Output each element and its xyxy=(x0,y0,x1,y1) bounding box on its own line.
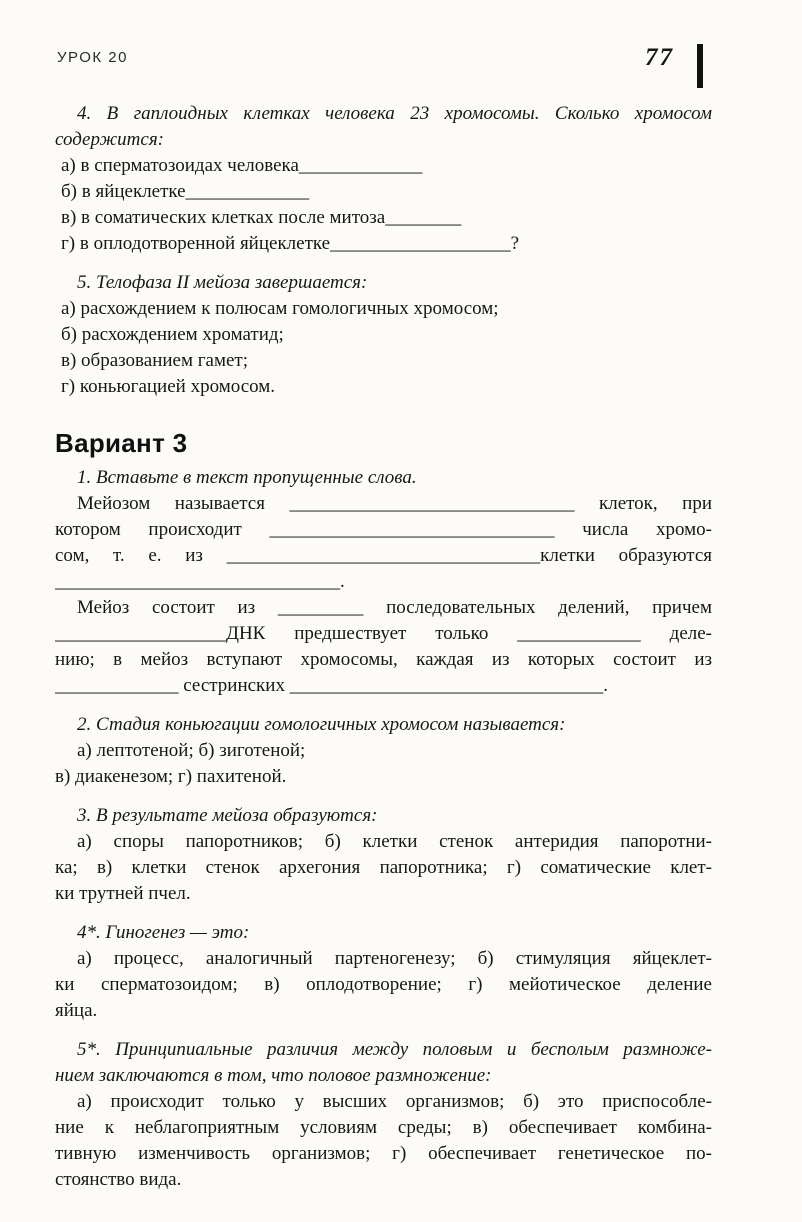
question-option: ние к неблагоприятным условиям среды; в) обеспечивает комбина- xyxy=(55,1117,712,1138)
variant-heading: Вариант 3 xyxy=(55,428,188,458)
question-4star-block xyxy=(55,920,712,1024)
question-option: в) диакенезом; г) пахитеной. xyxy=(55,766,287,787)
question-5star-block xyxy=(55,1037,712,1193)
question-stem-line: содержится: xyxy=(55,129,164,150)
question-stem-line: 5*. Принципиальные различия между половым и бесполым размноже- xyxy=(77,1039,712,1060)
question-4-block xyxy=(55,101,712,257)
page-content xyxy=(55,101,712,1193)
question-option: яйца. xyxy=(55,1000,98,1021)
question-option: б) в яйцеклетке_____________ xyxy=(61,181,310,202)
question-option: г) коньюгацией хромосом. xyxy=(61,376,276,397)
question-option: тивную изменчивость организмов; г) обеспечивает генетическое по- xyxy=(55,1143,712,1164)
question-option: а) расхождением к полюсам гомологичных хромосом; xyxy=(61,298,499,319)
question-option: ка; в) клетки стенок архегония папоротника; г) соматические клет- xyxy=(55,857,712,878)
page-edge-bar xyxy=(697,44,703,88)
fill-blank-line: Мейоз состоит из _________ последовательных делений, причем xyxy=(77,597,712,618)
fill-blank-line: _____________ сестринских _________________________________. xyxy=(55,675,608,696)
question-stem-line: 4. В гаплоидных клетках человека 23 хромосомы. Сколько хромосом xyxy=(77,103,712,124)
question-option: а) процесс, аналогичный партеногенезу; б) стимуляция яйцеклет- xyxy=(77,948,712,969)
fill-blank-line: ______________________________. xyxy=(55,571,345,592)
question-stem-line: 2. Стадия коньюгации гомологичных хромосом называется: xyxy=(77,714,566,735)
question-option: ки трутней пчел. xyxy=(55,883,191,904)
question-option: а) лептотеной; б) зиготеной; xyxy=(77,740,306,761)
question-option: стоянство вида. xyxy=(55,1169,182,1190)
question-stem-line: 3. В результате мейоза образуются: xyxy=(77,805,378,826)
question-stem-line: 5. Телофаза II мейоза завершается: xyxy=(77,272,368,293)
question-2-block xyxy=(55,712,712,790)
question-option: а) в сперматозоидах человека_____________ xyxy=(61,155,423,176)
question-option: в) образованием гамет; xyxy=(61,350,249,371)
question-option: ки сперматозоидом; в) оплодотворение; г) мейотическое деление xyxy=(55,974,712,995)
fill-blank-line: сом, т. е. из _________________________________клетки образуются xyxy=(55,545,712,566)
question-option: в) в соматических клетках после митоза________ xyxy=(61,207,462,228)
question-stem-line: 4*. Гиногенез — это: xyxy=(77,922,250,943)
question-option: а) происходит только у высших организмов; б) это приспособле- xyxy=(77,1091,712,1112)
fill-blank-line: Мейозом называется ______________________________ клеток, при xyxy=(77,493,712,514)
fill-blank-line: котором происходит ______________________________ числа хромо- xyxy=(55,519,712,540)
page-number: 77 xyxy=(645,44,674,71)
fill-blank-line: нию; в мейоз вступают хромосомы, каждая из которых состоит из xyxy=(55,649,712,670)
lesson-label: УРОК 20 xyxy=(57,49,128,66)
question-stem-line: 1. Вставьте в текст пропущенные слова. xyxy=(77,467,417,488)
question-option: а) споры папоротников; б) клетки стенок антеридия папоротни- xyxy=(77,831,712,852)
question-stem-line: нием заключаются в том, что половое размножение: xyxy=(55,1065,492,1086)
question-3-block xyxy=(55,803,712,907)
question-5-block xyxy=(55,270,712,400)
question-1-block xyxy=(55,465,712,699)
fill-blank-line: __________________ДНК предшествует только _____________ деле- xyxy=(55,623,712,644)
question-option: б) расхождением хроматид; xyxy=(61,324,284,345)
question-option: г) в оплодотворенной яйцеклетке___________________? xyxy=(61,233,520,254)
